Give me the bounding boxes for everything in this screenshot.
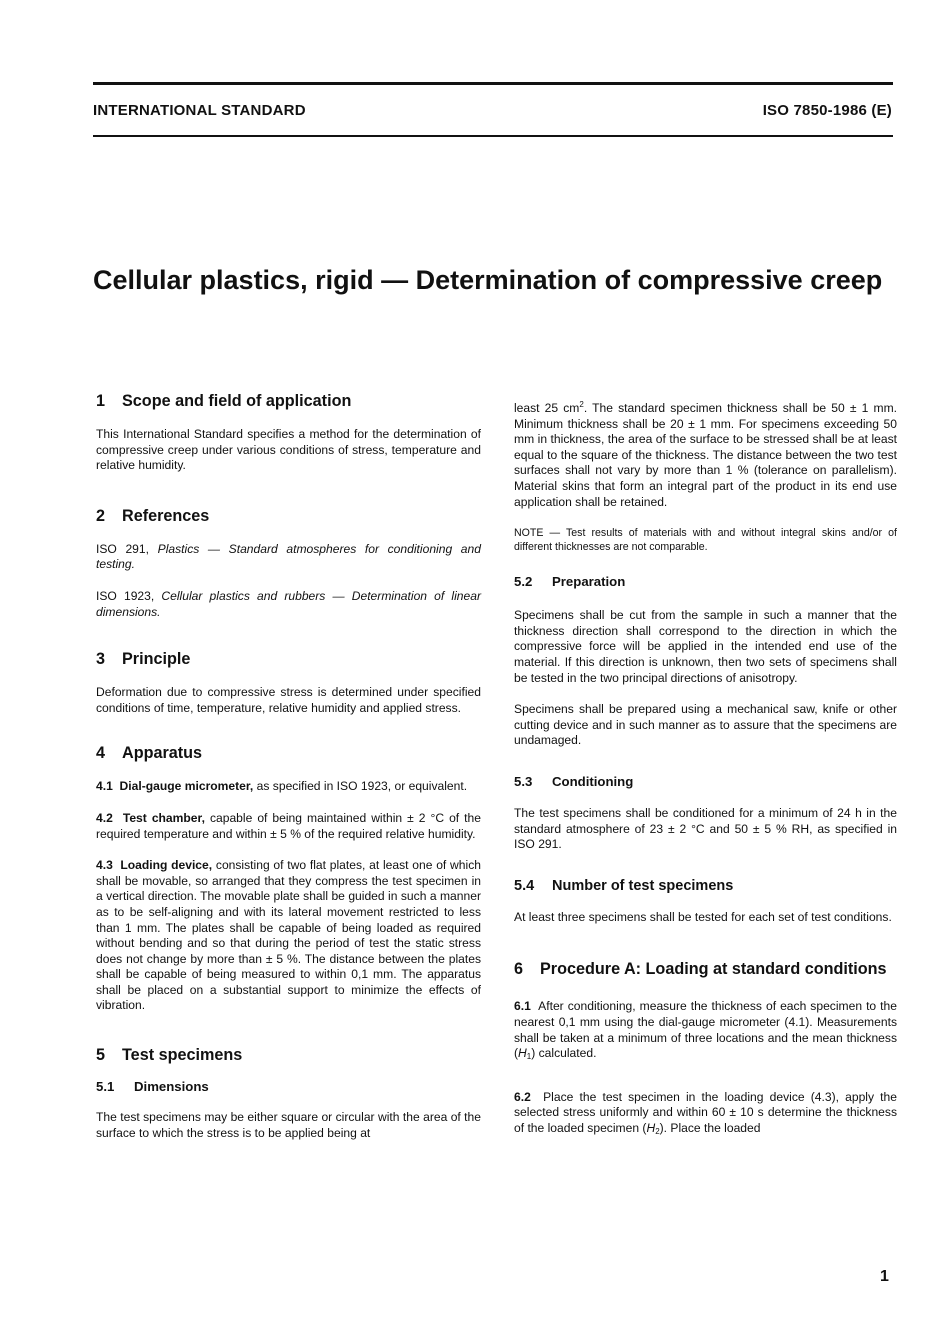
section-number: 2 [96, 506, 106, 525]
number-of-specimens-text: At least three specimens shall be tested for each set of test conditions. [514, 909, 892, 924]
document-title: Cellular plastics, rigid — Determination of compressive creep [93, 265, 883, 295]
section-title: Procedure A: Loading at standard conditions [540, 960, 887, 979]
reference-code: ISO 1923, [96, 588, 155, 603]
header-left: INTERNATIONAL STANDARD [93, 102, 306, 119]
header-right: ISO 7850-1986 (E) [762, 102, 892, 119]
reference-title: Cellular plastics and rubbers — Determination of linear dimensions. [96, 588, 481, 619]
item-text: ) calculated. [531, 1046, 597, 1061]
subsection-title: Preparation [552, 574, 626, 590]
subsection-title: Number of test specimens [552, 877, 734, 894]
preparation-text-1: Specimens shall be cut from the sample in such a manner that the thickness direction shall correspond to the direction in which the compressive force will be applied in the intended end use of the material. If this direction is unknown, then two sets of specimens shall be tested in the two principal directions of anisotropy. [514, 608, 897, 685]
item-number: 4.2 [96, 810, 113, 825]
section-4-heading [96, 744, 481, 763]
page-number: 1 [880, 1268, 889, 1285]
section-number: 4 [96, 744, 106, 763]
item-text: After conditioning, measure the thickness of each specimen to the nearest 0,1 mm using the dial-gauge micrometer (4.1). Measurements shall be taken at a minimum of three locations and the mean thickness ( [514, 999, 897, 1061]
reference-code: ISO 291, [96, 541, 149, 556]
subsection-number: 5.2 [514, 574, 533, 590]
section-title: Test specimens [122, 1046, 243, 1065]
section-6-heading [514, 959, 897, 979]
item-4-2 [96, 811, 481, 842]
reference-title: Plastics — Standard atmospheres for conditioning and testing. [96, 541, 481, 572]
top-rule [93, 82, 893, 85]
right-column [514, 397, 897, 1139]
conditioning-text: The test specimens shall be conditioned for a minimum of 24 h in the standard atmosphere of 23 ± 2 °C and 50 ± 5 % RH, as specified in ISO 291. [514, 805, 897, 852]
item-term: Loading device, [120, 858, 213, 873]
subscript: 2 [655, 1126, 660, 1136]
section-1-text: This International Standard specifies a method for the determination of compressive creep under various conditions of stress, temperature and relative humidity. [96, 427, 481, 473]
section-number: 5 [96, 1046, 106, 1065]
item-text: Place the test specimen in the loading device (4.3), apply the selected stress uniformly and within 60 ± 10 s determine the thickness of the loaded specimen ( [514, 1089, 897, 1135]
reference-2 [96, 589, 481, 620]
subsection-title: Conditioning [552, 773, 634, 789]
item-text: consisting of two flat plates, at least one of which shall be movable, so arranged that they compress the test specimen in a vertical direction. The movable plate shall be guided in such a manner as to be self-aligning and with its lateral movement restricted to less than 1 mm. The plates shall be capable of being loaded as required without bending and so that during the period of test the static stress does not change by more than ± 5 %. The distance between the plates shall be capable of being measured to within 0,1 mm. The apparatus shall be placed on a substantial support to minimize the effects of vibration. [96, 858, 481, 1013]
section-3-text: Deformation due to compressive stress is determined under specified conditions of time, temperature, relative humidity and applied stress. [96, 685, 481, 715]
item-term: Test chamber, [122, 810, 205, 825]
item-text: ). Place the loaded [659, 1120, 761, 1135]
preparation-text-2: Specimens shall be prepared using a mechanical saw, knife or other cutting device and in such manner as to assure that the specimens are undamaged. [514, 702, 897, 748]
subscript: 1 [526, 1052, 532, 1062]
superscript: 2 [579, 400, 584, 409]
item-number: 4.1 [96, 779, 113, 794]
section-3-heading [96, 650, 481, 669]
section-2-heading [96, 507, 481, 526]
section-number: 1 [96, 392, 106, 410]
item-term: Dial-gauge micrometer, [119, 779, 254, 794]
section-title: Apparatus [122, 744, 203, 763]
dimensions-continued-text [514, 397, 897, 510]
section-title: Principle [122, 650, 191, 669]
item-4-1 [96, 779, 481, 795]
item-number: 6.2 [514, 1089, 531, 1104]
subsection-5-1-text: The test specimens may be either square or circular with the area of the surface to which the stress is to be applied being at [96, 1110, 481, 1140]
item-4-3 [96, 858, 481, 1014]
item-6-2 [514, 1090, 897, 1140]
variable: H [518, 1046, 527, 1061]
item-number: 6.1 [514, 999, 531, 1014]
subsection-title: Dimensions [134, 1079, 209, 1095]
left-column [96, 392, 481, 1141]
subsection-5-2-heading [514, 574, 897, 589]
subsection-number: 5.3 [514, 773, 533, 789]
note: NOTE — Test results of materials with and without integral skins and/or of different thicknesses are not comparable. [514, 527, 897, 554]
item-text: capable of being maintained within ± 2 °C of the required temperature and within ± 5 % of the required relative humidity. [96, 810, 481, 841]
subsection-number: 5.1 [96, 1079, 115, 1095]
section-number: 3 [96, 650, 106, 669]
subsection-5-1-heading [96, 1079, 481, 1094]
subsection-5-4-heading [514, 878, 897, 894]
item-6-1 [514, 999, 897, 1064]
section-title: References [122, 506, 210, 525]
section-5-heading [96, 1046, 481, 1065]
section-number: 6 [514, 960, 524, 979]
text-part: least 25 cm [514, 401, 580, 416]
section-1-heading [96, 392, 481, 411]
item-number: 4.3 [96, 858, 113, 873]
header-rule [93, 135, 893, 137]
variable: H [646, 1120, 656, 1135]
subsection-5-3-heading [514, 774, 897, 789]
section-title: Scope and field of application [122, 392, 352, 410]
text-part: . The standard specimen thickness shall be 50 ± 1 mm. Minimum thickness shall be 20 ± 1 mm. For specimens exceeding 50 mm in thickness, the area of the surface to be stressed shall be at least equal to the square of the thickness. The distance between the two test surfaces shall not vary by more than 1 % (tolerance on parallelism). Material skins that form an integral part of the product in its end use application shall be retained. [514, 401, 898, 509]
reference-1 [96, 542, 481, 573]
subsection-number: 5.4 [514, 877, 535, 894]
item-text: as specified in ISO 1923, or equivalent. [256, 779, 468, 794]
